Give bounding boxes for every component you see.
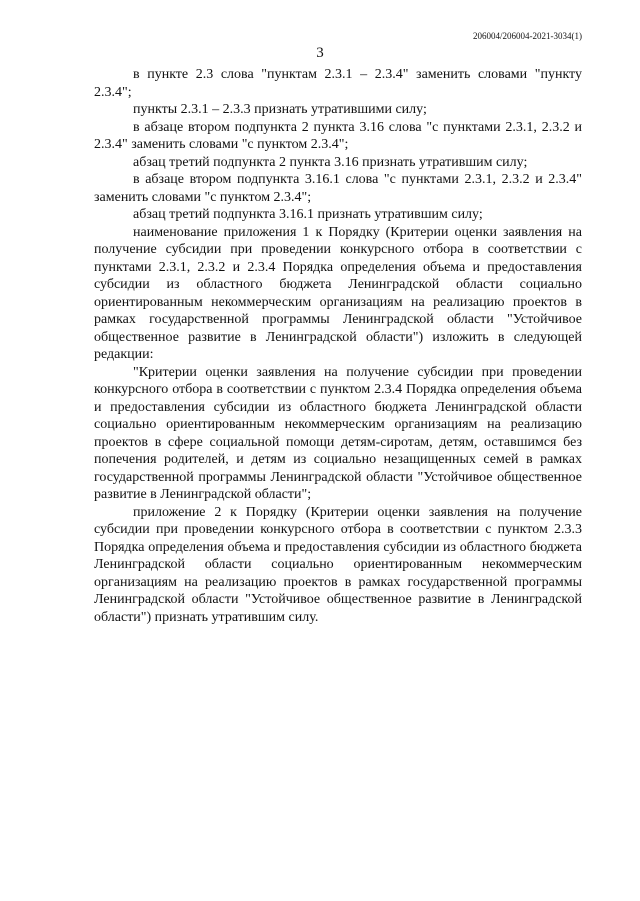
paragraph-5: в абзаце втором подпункта 3.16.1 слова "с пунктами 2.3.1, 2.3.2 и 2.3.4" заменить словами "с пунктом 2.3.4"; bbox=[94, 172, 582, 205]
document-id: 206004/206004-2021-3034(1) bbox=[473, 31, 582, 41]
paragraph-8: "Критерии оценки заявления на получение субсидии при проведении конкурсного отбора в соответствии с пунктом 2.3.4 Порядка определения объема и предоставления субсидии из областного бюджета Ленинградской области социально ориентированным некоммерческим организациям на реализацию проектов в сфере социальной помощи детям-сиротам, детям, оставшимся без попечения родителей, и детям из социально незащищенных семей в рамках государственной программы Ленинградской области "Устойчивое общественное развитие в Ленинградской области"; bbox=[94, 364, 582, 502]
paragraph-9: приложение 2 к Порядку (Критерии оценки заявления на получение субсидии при проведении конкурсного отбора в соответствии с пунктом 2.3.3 Порядка определения объема и предоставления субсидии из областного бюджета Ленинградской области социально ориентированным некоммерческим организациям на реализацию проектов в рамках государственной программы Ленинградской области "Устойчивое общественное развитие в Ленинградской области") признать утратившим силу. bbox=[94, 504, 582, 625]
paragraph-4: абзац третий подпункта 2 пункта 3.16 признать утратившим силу; bbox=[133, 154, 528, 170]
paragraph-2: пункты 2.3.1 – 2.3.3 признать утратившими силу; bbox=[133, 102, 427, 117]
document-body bbox=[94, 66, 582, 626]
paragraph-3: в абзаце втором подпункта 2 пункта 3.16 слова "с пунктами 2.3.1, 2.3.2 и 2.3.4" заменить словами "с пунктом 2.3.4"; bbox=[94, 119, 582, 152]
paragraph-6: абзац третий подпункта 3.16.1 признать утратившим силу; bbox=[133, 207, 483, 222]
page-number: 3 bbox=[316, 45, 324, 61]
paragraph-7: наименование приложения 1 к Порядку (Критерии оценки заявления на получение субсидии при проведении конкурсного отбора в соответствии с пунктами 2.3.1, 2.3.2 и 2.3.4 Порядка определения объема и предоставления субсидии из областного бюджета Ленинградской области социально ориентированным некоммерческим организациям на реализацию проектов в рамках государственной программы Ленинградской области "Устойчивое общественное развитие в Ленинградской области") изложить в следующей редакции: bbox=[94, 224, 582, 362]
paragraph-1: в пункте 2.3 слова "пунктам 2.3.1 – 2.3.4" заменить словами "пункту 2.3.4"; bbox=[94, 67, 582, 100]
